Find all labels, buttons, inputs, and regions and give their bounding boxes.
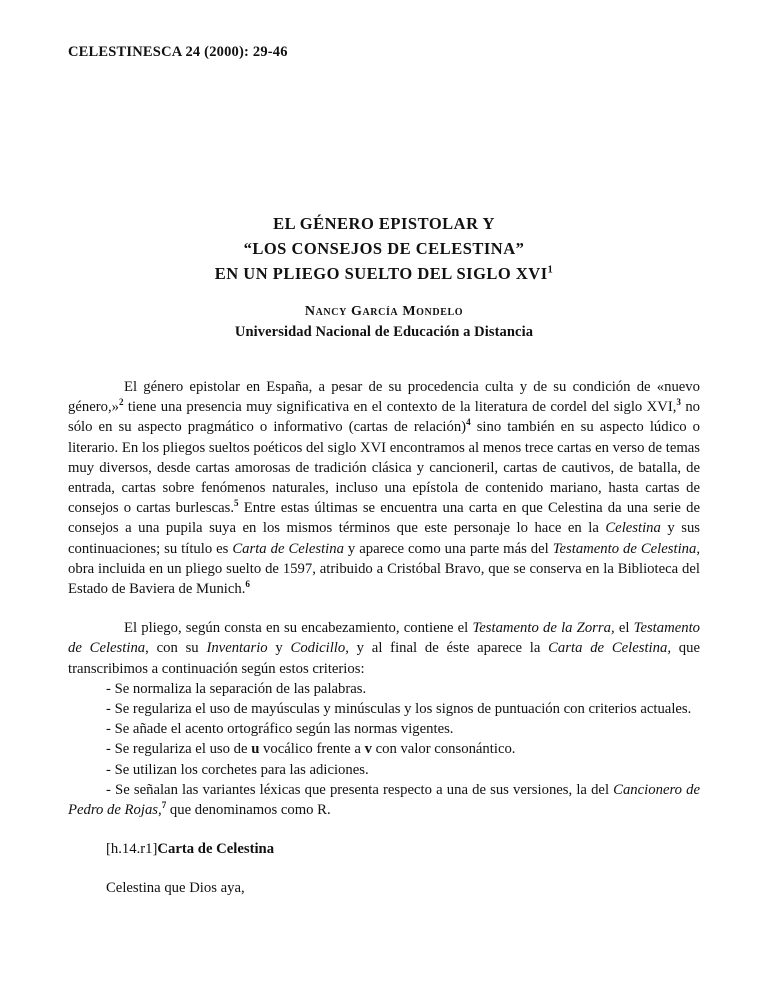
transcription-heading xyxy=(68,839,700,859)
footnote-marker-2: 2 xyxy=(118,397,124,408)
p1-segment-8: , obra incluida en un pliego suelto de 1597, atribuido a Cristóbal Bravo, que se conserva en la Biblioteca del Estado de Baviera de Munich. xyxy=(68,540,701,598)
title-line-2: “LOS CONSEJOS DE CELESTINA” xyxy=(243,239,525,258)
author-block xyxy=(68,302,700,343)
footnote-marker-5: 5 xyxy=(234,498,239,509)
criteria-4-post: con valor consonántico. xyxy=(371,741,516,758)
p2-title-carta-de-celestina: Carta de Celestina, xyxy=(548,640,672,657)
article-title xyxy=(68,211,700,286)
title-line-3 xyxy=(68,261,700,286)
criteria-item xyxy=(68,780,700,820)
criteria-item: - Se normaliza la separación de las palabras. xyxy=(106,680,367,697)
criteria-item: - Se añade el acento ortográfico según las normas vigentes. xyxy=(106,721,454,738)
author-name: Nancy García Mondelo xyxy=(304,304,464,319)
p1-segment-5: Entre estas últimas se encuentra una carta en que Celestina da una serie de consejos a una pupila suya en los mismos términos que este personaje lo hace en la xyxy=(68,500,700,537)
p2-segment-3: , con su xyxy=(145,640,207,657)
p1-segment-4: sino también en su aspecto lúdico o literario. En los pliegos sueltos poéticos del siglo XVI encontramos al menos trece cartas en verso de temas muy diversos, desde cartas amorosas de tradición clásica y cancioneril, cartas de cautivos, de batalla, de entrada, cartas sobre fenómenos naturales, incluso una epístola de contenido mariano, hasta cartas de consejos o cartas burlescas. xyxy=(68,419,700,517)
paragraph-spacer xyxy=(68,599,700,618)
title-line-1: EL GÉNERO EPISTOLAR Y xyxy=(273,214,495,233)
criteria-4-bold-u: u xyxy=(251,741,260,758)
title-line-3-text: EN UN PLIEGO SUELTO DEL SIGLO XVI xyxy=(214,264,548,283)
paragraph-1 xyxy=(68,377,700,599)
p2-title-inventario: Inventario xyxy=(206,640,268,657)
footnote-marker-3: 3 xyxy=(676,397,681,408)
paragraph-2 xyxy=(68,618,700,679)
criteria-4-pre: - Se regulariza el uso de xyxy=(106,741,252,758)
footnote-marker-7: 7 xyxy=(161,800,167,811)
p2-title-testamento-de-la-zorra: Testamento de la Zorra, xyxy=(472,620,615,637)
footnote-marker-6: 6 xyxy=(245,579,250,590)
criteria-6-pre: - Se señalan las variantes léxicas que presenta respecto a una de sus versiones, la del xyxy=(106,781,614,798)
p2-segment-6: que transcribimos a continuación según estos criterios: xyxy=(68,640,701,677)
p2-segment-1: El pliego, según consta en su encabezamiento, contiene el xyxy=(124,620,473,637)
heading-spacer xyxy=(68,859,700,878)
p1-segment-3: no sólo en su aspecto pragmático o informativo (cartas de relación) xyxy=(68,399,701,436)
criteria-list xyxy=(68,679,700,820)
criteria-item: - Se regulariza el uso de mayúsculas y minúsculas y los signos de puntuación con criterios actuales. xyxy=(106,701,692,718)
p1-segment-1: El género epistolar en España, a pesar de su procedencia culta y de su condición de «nuevo género,» xyxy=(68,379,700,416)
transcription-title: Carta de Celestina xyxy=(157,841,275,858)
criteria-6-post: que denominamos como R. xyxy=(166,802,331,819)
section-spacer xyxy=(68,820,700,839)
article-body xyxy=(68,377,700,899)
p2-segment-2: el xyxy=(614,620,634,637)
transcription-first-line: Celestina que Dios aya, xyxy=(106,880,245,897)
p2-title-testamento-de-celestina: Testamento de Celestina xyxy=(68,620,700,657)
criteria-item xyxy=(68,739,700,759)
criteria-4-mid: vocálico frente a xyxy=(259,741,365,758)
p1-segment-7: y aparece como una parte más del xyxy=(343,540,553,557)
running-head: CELESTINESCA 24 (2000): 29-46 xyxy=(68,44,288,60)
folio-marker: [h.14.r1] xyxy=(106,841,158,858)
p1-segment-6: y sus continuaciones; su título es xyxy=(68,520,701,557)
p2-segment-5: y al final de éste aparece la xyxy=(348,640,549,657)
author-affiliation: Universidad Nacional de Educación a Distancia xyxy=(234,324,534,340)
p1-title-celestina: Celestina xyxy=(605,520,661,537)
p2-title-codicillo: Codicillo, xyxy=(290,640,349,657)
p1-title-carta-de-celestina: Carta de Celestina xyxy=(232,540,344,557)
p2-segment-4: y xyxy=(267,640,291,657)
p1-title-testamento-de-celestina: Testamento de Celestina xyxy=(552,540,697,557)
title-footnote-marker: 1 xyxy=(547,264,554,276)
criteria-4-bold-v: v xyxy=(364,741,372,758)
criteria-item: - Se utilizan los corchetes para las adiciones. xyxy=(106,761,369,778)
footnote-marker-4: 4 xyxy=(466,417,471,428)
p1-segment-2: tiene una presencia muy significativa en el contexto de la literatura de cordel del siglo XVI, xyxy=(123,399,677,416)
criteria-6-title-cancionero: Cancionero de Pedro de Rojas, xyxy=(68,781,700,819)
